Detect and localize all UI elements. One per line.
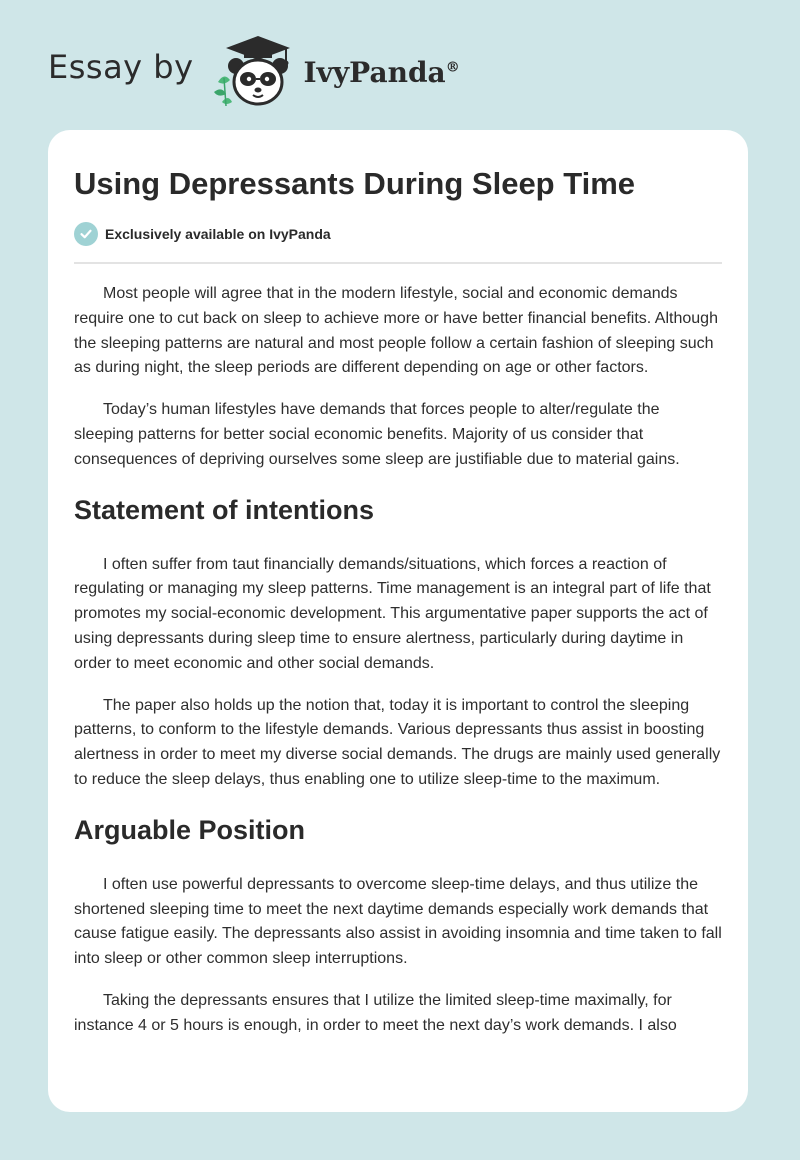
section-heading: Arguable Position [74, 814, 306, 845]
paragraph: Taking the depressants ensures that I utilize the limited sleep-time maximally, for instance 4 or 5 hours is enough, in order to meet the next day’s work demands. I also [74, 991, 677, 1034]
brand-prefix: Essay by [48, 48, 194, 86]
paragraph: Most people will agree that in the modern lifestyle, social and economic demands require one to cut back on sleep to achieve more or have better financial benefits. Although the sleeping patterns are natural and most people follow a certain fashion of sleeping such as during night, the sleep periods are different depending on age or other factors. [74, 285, 718, 377]
brand-name: IvyPanda® [303, 55, 460, 89]
paragraph: I often suffer from taut financially demands/situations, which forces a reaction of regulating or managing my sleep patterns. Time management is an integral part of life that promotes my social-economic development. This argumentative paper supports the act of using depressants during sleep time to ensure alertness, particularly during daytime in order to meet economic and other social demands. [74, 555, 711, 672]
brand-header [48, 28, 460, 112]
paragraph: The paper also holds up the notion that, today it is important to control the sleeping patterns, to conform to the lifestyle demands. Various depressants thus assist in boosting alertness in order to meet my diverse social demands. The drugs are mainly used generally to reduce the sleep delays, thus enabling one to utilize sleep-time to the maximum. [74, 696, 721, 788]
essay-body [74, 282, 722, 1039]
panda-logo-icon [208, 32, 298, 108]
essay-card [48, 130, 748, 1112]
paragraph: I often use powerful depressants to overcome sleep-time delays, and thus utilize the shortened sleeping time to meet the next daytime demands especially work demands that cause fatigue easily. The depressants also assist in avoiding insomnia and time taken to fall into sleep or other common sleep interruptions. [74, 875, 722, 968]
section-heading: Statement of intentions [74, 494, 375, 525]
page-title: Using Depressants During Sleep Time [74, 166, 636, 201]
exclusive-badge [74, 222, 722, 264]
paragraph: Today’s human lifestyles have demands that forces people to alter/regulate the sleeping patterns for better social economic benefits. Majority of us consider that consequences of depriving ourselves some sleep are justifiable due to material gains. [74, 401, 680, 468]
badge-label: Exclusively available on IvyPanda [105, 226, 331, 242]
checkmark-icon [74, 222, 98, 246]
